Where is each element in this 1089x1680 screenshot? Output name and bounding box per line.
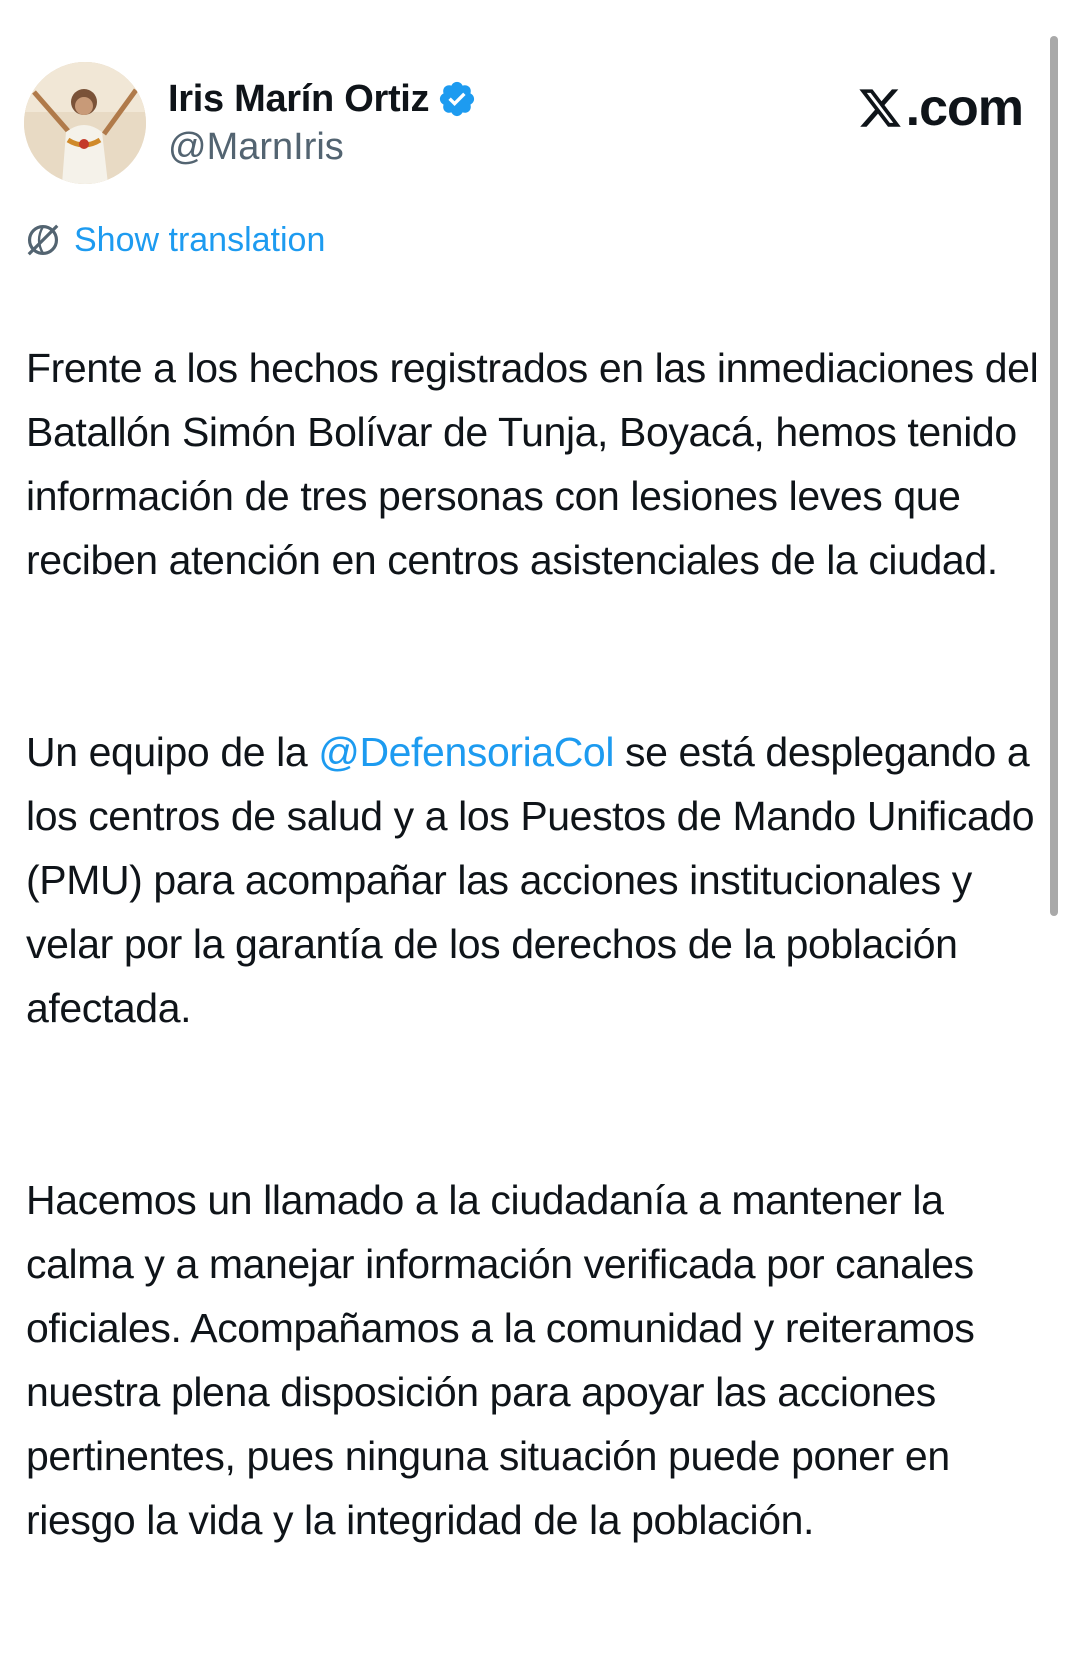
tweet-text bbox=[26, 272, 1046, 1680]
globe-icon bbox=[24, 221, 62, 259]
tweet-paragraph-2-end: se está desplegando a los centros de salud y a los Puestos de Mando Unificado (PMU) para acompañar las acciones institucionales y velar por la garantía de los derechos de la población afectada. bbox=[26, 729, 1035, 1031]
mention-link[interactable]: @DefensoriaCol bbox=[318, 729, 615, 775]
scrollbar[interactable] bbox=[1050, 36, 1058, 916]
author-name[interactable]: Iris Marín Ortiz bbox=[168, 78, 430, 120]
author-handle[interactable]: @MarnIris bbox=[168, 126, 344, 168]
tweet-paragraph-2-start: Un equipo de la bbox=[26, 729, 319, 775]
x-logo[interactable] bbox=[856, 80, 1023, 136]
author-name-row[interactable] bbox=[168, 76, 477, 122]
avatar[interactable] bbox=[24, 62, 146, 184]
avatar-photo bbox=[24, 62, 146, 184]
x-logo-icon bbox=[856, 85, 904, 131]
x-logo-text: .com bbox=[905, 79, 1023, 137]
tweet-paragraph-1: Frente a los hechos registrados en las inmediaciones del Batallón Simón Bolívar de Tunja, Boyacá, hemos tenido información de tres personas con lesiones leves que reciben atención en centros asistenciales de la ciudad. bbox=[26, 345, 1039, 583]
show-translation-button[interactable] bbox=[24, 218, 325, 262]
tweet-paragraph-3: Hacemos un llamado a la ciudadanía a mantener la calma y a manejar información verificada por canales oficiales. Acompañamos a la comunidad y reiteramos nuestra plena disposición para apoyar las acciones pertinentes, pues ninguna situación puede poner en riesgo la vida y la integridad de la población. bbox=[26, 1177, 975, 1543]
tweet-paragraph-2 bbox=[26, 720, 1046, 1040]
show-translation-link[interactable]: Show translation bbox=[74, 221, 326, 259]
verified-badge-icon bbox=[437, 79, 477, 119]
